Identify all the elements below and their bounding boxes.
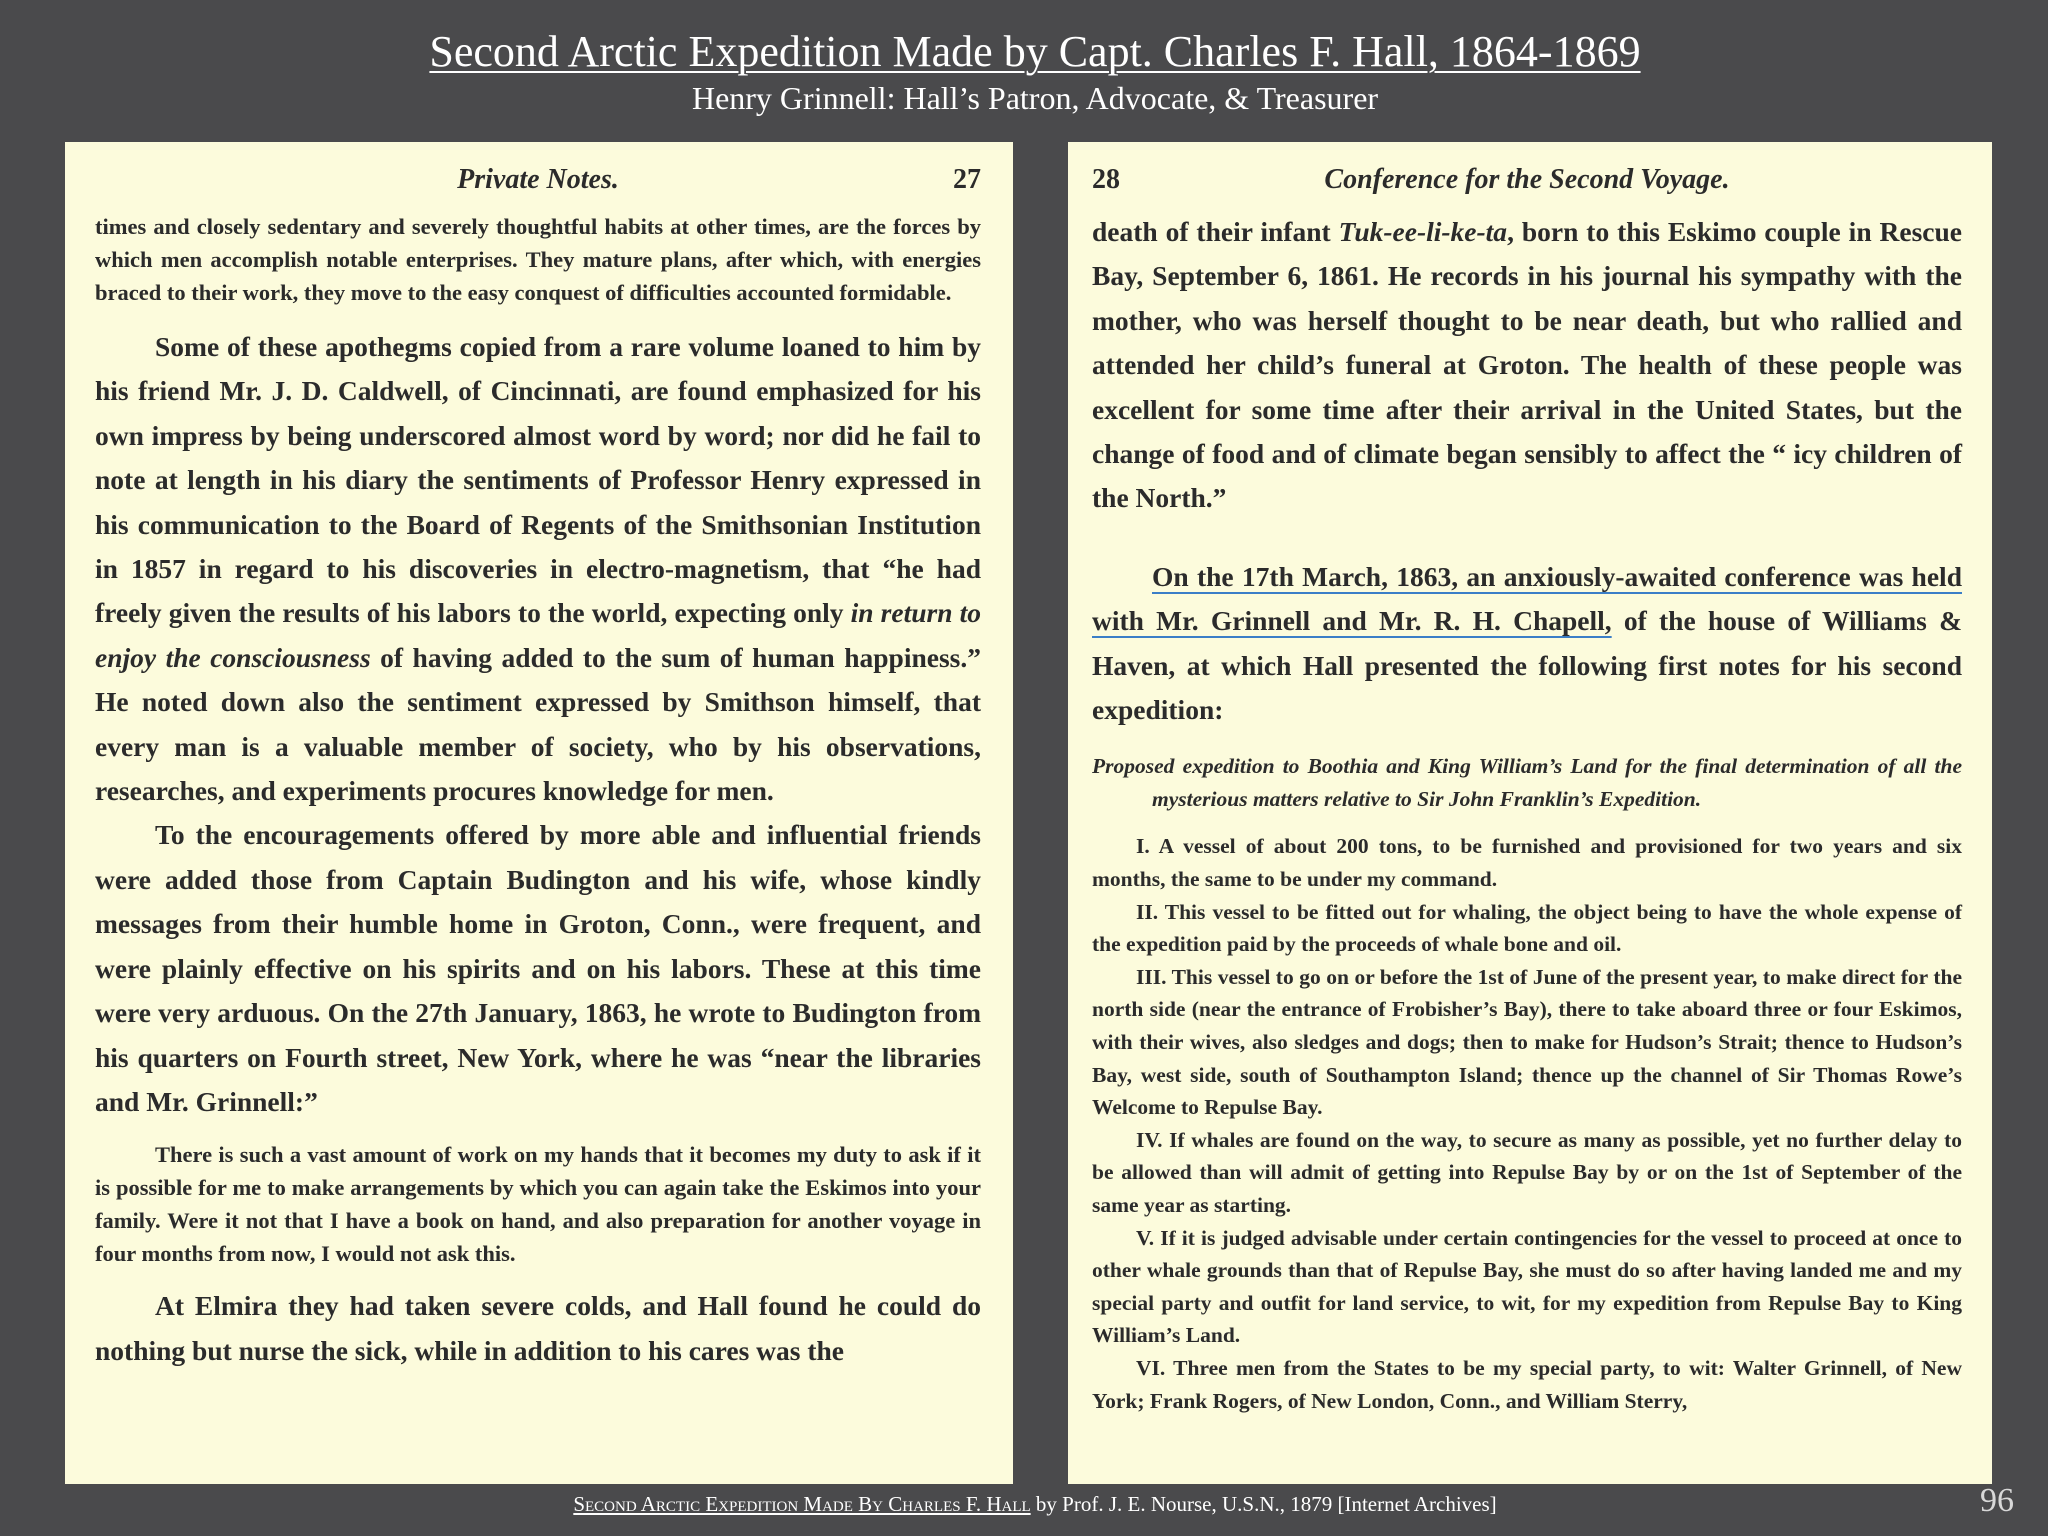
page-number: 28 <box>1092 164 1120 195</box>
paragraph-encouragements: To the encouragements offered by more able and influential friends were added those from Captain Budington and his wife, whose kindly messages from their humble home in Groton, Conn., were frequent, and were plainly effective on his spirits and on his labors. These at this time were very arduous. On the 27th January, 1863, he wrote to Budington from his quarters on Fourth street, New York, where he was “near the libraries and Mr. Grinnell:” <box>95 819 981 1117</box>
proposal-item: V. If it is judged advisable under certain contingencies for the vessel to proceed at once to other whale grounds than that of Repulse Bay, she must do so after having landed me and my special party and outfit for land service, to wit, for my expedition from Repulse Bay to King William’s Land. <box>1092 1225 1962 1348</box>
paragraph-text: of the house of Williams & Haven, at which Hall presented the following first notes for his second expedition: <box>1092 605 1962 726</box>
running-head: Private Notes. <box>457 164 619 195</box>
paragraph-conference <box>1092 555 1962 733</box>
proposal-item: III. This vessel to go on or before the 1st of June of the present year, to make direct for the north side (near the entrance of Frobisher’s Bay), there to take aboard three or four Eskimos, with their wives, also sledges and dogs; then to make for Hudson’s Strait; thence to Hudson’s Bay, west side, south of Southampton Island; thence up the channel of Sir Thomas Rowe’s Welcome to Repulse Bay. <box>1092 964 1962 1120</box>
running-head: Conference for the Second Voyage. <box>1324 164 1730 195</box>
paragraph-apothegms <box>95 325 981 813</box>
paragraph-text: , born to this Eskimo couple in Rescue Bay, September 6, 1861. He records in his journal his sympathy with the mother, who was herself thought to be near death, but who rallied and attended her child’s funeral at Groton. The health of these people was excellent for some time after their arrival in the United States, but the change of food and of climate began sensibly to affect the “ icy children of the North.” <box>1092 216 1962 514</box>
page-header <box>1092 164 1962 210</box>
proposal-items <box>1092 830 1962 1417</box>
letter-quote: There is such a vast amount of work on my hands that it becomes my duty to ask if it is possible for me to make arrangements by which you can again take the Eskimos into your family. Were it not that I have a book on hand, and also preparation for another voyage in four months from now, I would not ask this. <box>95 1142 981 1267</box>
paragraph-text: Some of these apothegms copied from a rare volume loaned to him by his friend Mr. J. D. Caldwell, of Cincinnati, are found emphasized for his own impress by being underscored almost word by word; nor did he fail to note at length in his diary the sentiments of Professor Henry expressed in his communication to the Board of Regents of the Smithsonian Institution in 1857 in regard to his discoveries in electro-magnetism, that “he had freely given the results of his labors to the world, expecting only <box>95 331 981 629</box>
source-citation <box>0 1492 2048 1517</box>
proposal-title: Proposed expedition to Boothia and King William’s Land for the final determination of all the mysterious matters relative to Sir John Franklin’s Expedition. <box>1092 754 1962 812</box>
proposal-item: IV. If whales are found on the way, to secure as many as possible, yet no further delay to be allowed than will admit of getting into Repulse Bay by or on the 1st of September of the same year as starting. <box>1092 1127 1962 1217</box>
slide-number: 96 <box>1980 1482 2014 1519</box>
paragraph-text: death of their infant <box>1092 216 1339 247</box>
italic-phrase: in return to enjoy the consciousness <box>95 597 981 673</box>
paragraph-text: of having added to the sum of human happiness.” He noted down also the sentiment expressed by Smithson himself, that every man is a valuable member of society, who by his observations, researches, and experiments procures knowledge for men. <box>95 641 982 807</box>
paragraph-infant-death <box>1092 210 1962 521</box>
page-number: 27 <box>953 164 981 195</box>
proposal-item: I. A vessel of about 200 tons, to be furnished and provisioned for two years and six months, the same to be under my command. <box>1092 834 1962 892</box>
book-page-left <box>65 142 1013 1484</box>
paragraph-elmira: At Elmira they had taken severe colds, and Hall found he could do nothing but nurse the sick, while in addition to his cares was the <box>95 1290 981 1366</box>
proposal-item: II. This vessel to be fitted out for whaling, the object being to have the whole expense of the expedition paid by the proceeds of whale bone and oil. <box>1092 899 1962 957</box>
underlined-highlight: On the 17th March, 1863, an anxiously-awaited conference was held with Mr. Grinnell and Mr. R. H. Chapell, <box>1092 560 1962 637</box>
proposal-item: VI. Three men from the States to be my special party, to wit: Walter Grinnell, of New York; Frank Rogers, of New London, Conn., and William Sterry, <box>1092 1355 1962 1413</box>
book-page-right <box>1068 142 1992 1484</box>
page-header <box>95 164 981 210</box>
slide-subtitle: Henry Grinnell: Hall’s Patron, Advocate, & Treasurer <box>691 80 1379 116</box>
source-link[interactable]: Second Arctic Expedition Made By Charles F. Hall <box>573 1492 1031 1516</box>
paragraph-continuation: times and closely sedentary and severely thoughtful habits at other times, are the forces by which men accomplish notable enterprises. They mature plans, after which, with energies braced to their work, they move to the easy conquest of difficulties accounted formidable. <box>95 214 981 305</box>
italic-name: Tuk-ee-li-ke-ta <box>1338 216 1508 247</box>
slide-title: Second Arctic Expedition Made by Capt. Charles F. Hall, 1864-1869 <box>429 27 1641 76</box>
source-details: by Prof. J. E. Nourse, U.S.N., 1879 [Internet Archives] <box>1030 1492 1497 1516</box>
